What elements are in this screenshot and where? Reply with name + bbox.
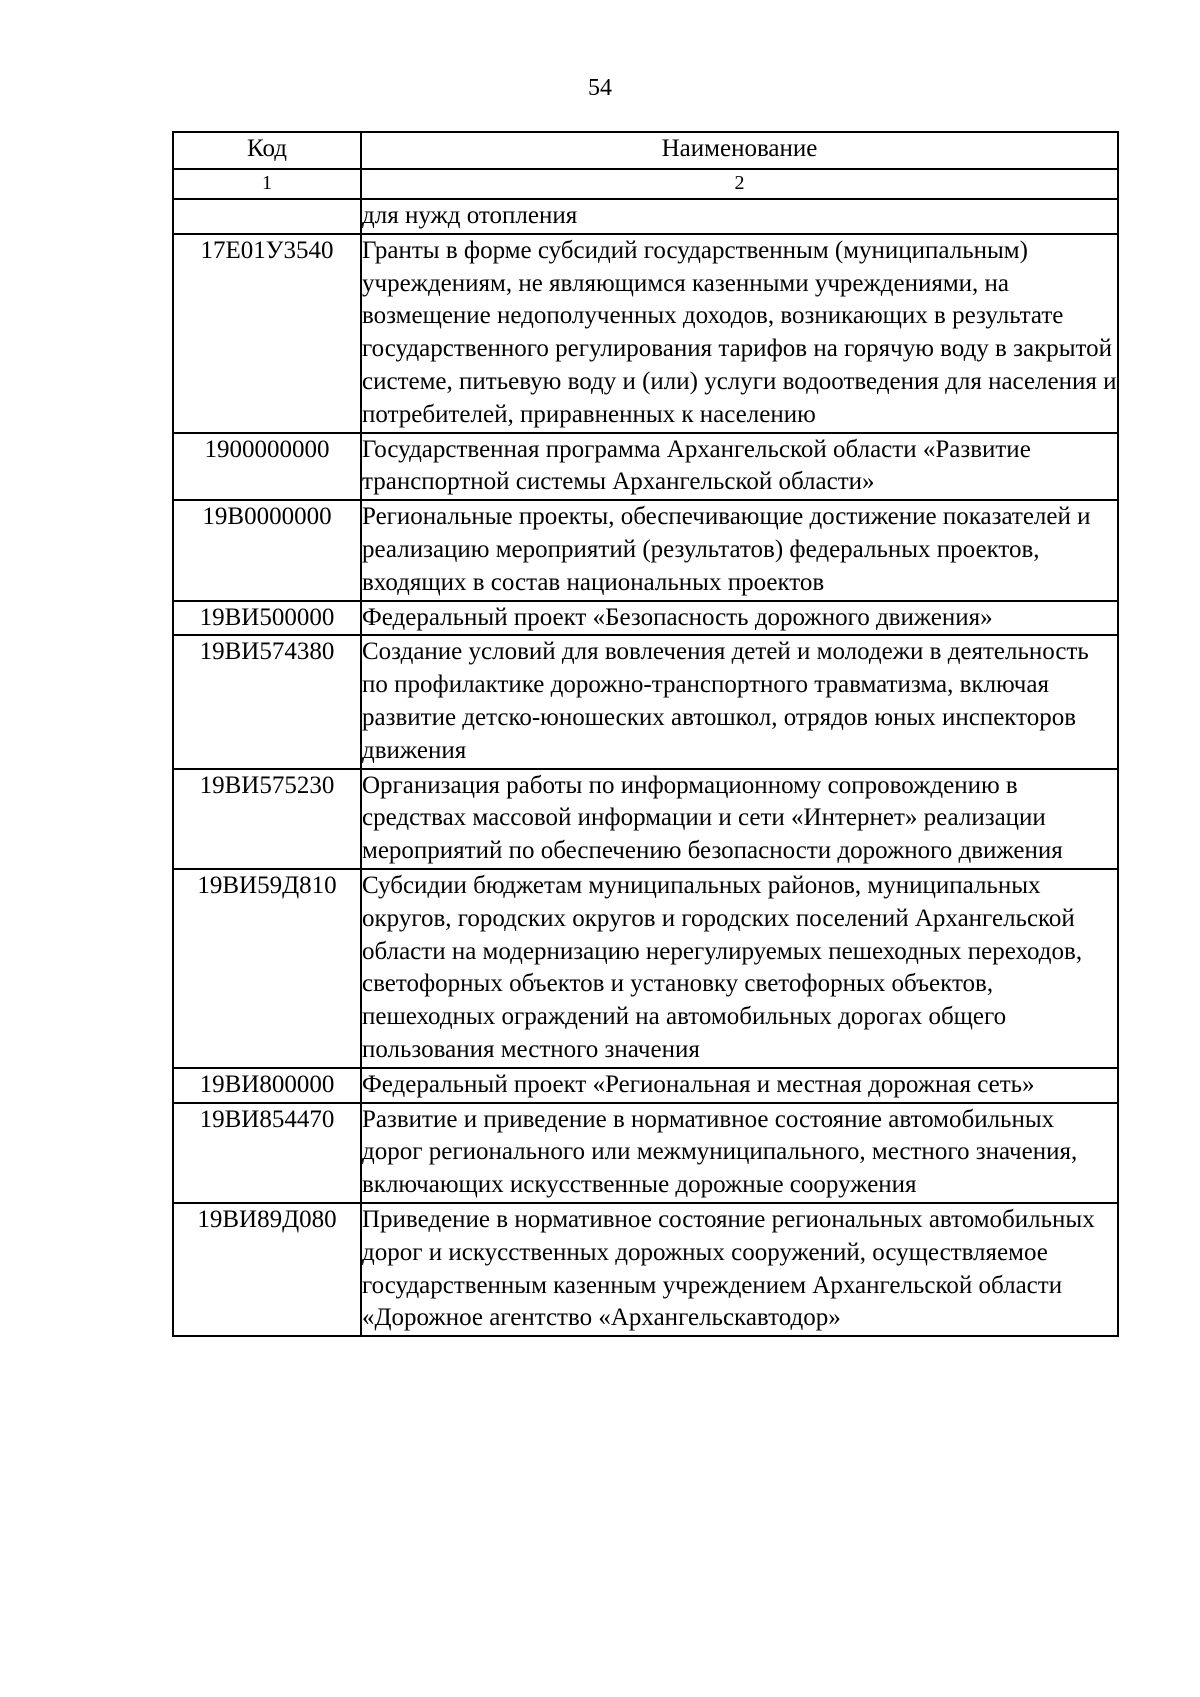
row-name: Гранты в форме субсидий государственным (муниципальным) учреждениям, не являющимся казенными учреждениями, на возмещение недополученных доходов, возникающих в результате государственного регулирования тарифов на горячую воду в закрытой системе, питьевую воду и (или) услуги водоотведения для населения и потребителей, приравненных к населению: [361, 234, 1118, 433]
row-code: 19В0000000: [173, 500, 361, 600]
row-name: для нужд отопления: [361, 199, 1118, 234]
row-name: Государственная программа Архангельской области «Развитие транспортной системы Архангельской области»: [361, 433, 1118, 501]
column-number-code: 1: [173, 169, 361, 199]
row-code: 19ВИ89Д080: [173, 1203, 361, 1336]
row-name: Субсидии бюджетам муниципальных районов, муниципальных округов, городских округов и городских поселений Архангельской области на модернизацию нерегулируемых пешеходных переходов, светофорных объектов и установку светофорных объектов, пешеходных ограждений на автомобильных дорогах общего пользования местного значения: [361, 869, 1118, 1068]
row-name: Региональные проекты, обеспечивающие достижение показателей и реализацию мероприятий (результатов) федеральных проектов, входящих в состав национальных проектов: [361, 500, 1118, 600]
row-name: Организация работы по информационному сопровождению в средствах массовой информации и сети «Интернет» реализации мероприятий по обеспечению безопасности дорожного движения: [361, 769, 1118, 869]
budget-code-table: [172, 131, 1119, 1337]
table-row: [173, 199, 1118, 234]
row-code: [173, 199, 361, 234]
table-header-row: [173, 132, 1118, 169]
table-row: [173, 1068, 1118, 1103]
header-name: Наименование: [361, 132, 1118, 169]
row-code: 19ВИ800000: [173, 1068, 361, 1103]
row-name: Приведение в нормативное состояние региональных автомобильных дорог и искусственных дорожных сооружений, осуществляемое государственным казенным учреждением Архангельской области «Дорожное агентство «Архангельскавтодор»: [361, 1203, 1118, 1336]
row-code: 19ВИ59Д810: [173, 869, 361, 1068]
column-number-name: 2: [361, 169, 1118, 199]
row-code: 19ВИ574380: [173, 635, 361, 768]
row-name: Развитие и приведение в нормативное состояние автомобильных дорог регионального или межмуниципального, местного значения, включающих искусственные дорожные сооружения: [361, 1103, 1118, 1203]
table-row: [173, 1103, 1118, 1203]
row-name: Федеральный проект «Безопасность дорожного движения»: [361, 601, 1118, 636]
row-name: Создание условий для вовлечения детей и молодежи в деятельность по профилактике дорожно-транспортного травматизма, включая развитие детско-юношеских автошкол, отрядов юных инспекторов движения: [361, 635, 1118, 768]
row-code: 17Е01У3540: [173, 234, 361, 433]
row-code: 19ВИ854470: [173, 1103, 361, 1203]
header-code: Код: [173, 132, 361, 169]
table-row: [173, 869, 1118, 1068]
row-code: 1900000000: [173, 433, 361, 501]
row-name: Федеральный проект «Региональная и местная дорожная сеть»: [361, 1068, 1118, 1103]
table-row: [173, 601, 1118, 636]
table-row: [173, 433, 1118, 501]
table-row: [173, 500, 1118, 600]
row-code: 19ВИ575230: [173, 769, 361, 869]
table-row: [173, 1203, 1118, 1336]
table-row: [173, 234, 1118, 433]
table-row: [173, 769, 1118, 869]
row-code: 19ВИ500000: [173, 601, 361, 636]
table-row: [173, 635, 1118, 768]
column-number-row: [173, 169, 1118, 199]
page-number: 54: [588, 75, 612, 101]
